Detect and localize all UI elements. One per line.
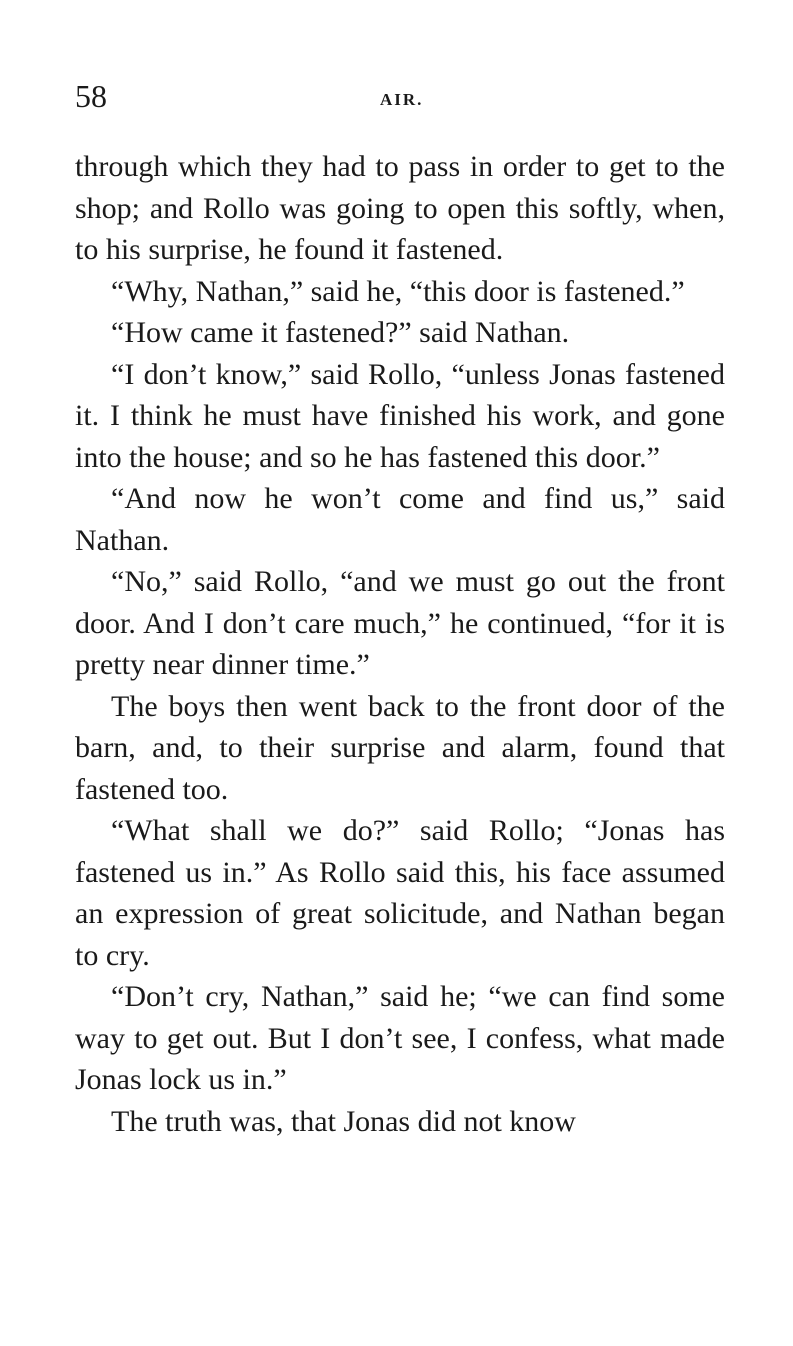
paragraph: “I don’t know,” said Rollo, “unless Jonas fastened it. I think he must have finished his work, and gone into the house; and so he has fastened this door.” [75, 357, 725, 474]
paragraph: “How came it fastened?” said Nathan. [111, 316, 570, 349]
paragraph: “Don’t cry, Nathan,” said he; “we can find some way to get out. But I don’t see, I confess, what made Jonas lock us in.” [75, 980, 725, 1096]
paragraph: The boys then went back to the front door of the barn, and, to their surprise and alarm, found that fastened too. [75, 689, 725, 806]
body-text [75, 146, 725, 1142]
paragraph: “Why, Nathan,” said he, “this door is fastened.” [111, 274, 685, 308]
paragraph: “And now he won’t come and find us,” said Nathan. [75, 482, 725, 557]
paragraph: “What shall we do?” said Rollo; “Jonas has fastened us in.” As Rollo said this, his face assumed an expression of great solicitude, and Nathan began to cry. [75, 814, 725, 972]
paragraph: The truth was, that Jonas did not know [111, 1104, 576, 1138]
paragraph: “No,” said Rollo, “and we must go out the front door. And I don’t care much,” he continued, “for it is pretty near dinner time.” [75, 565, 725, 681]
running-head: AIR. [380, 90, 424, 109]
page-number: 58 [75, 78, 107, 114]
paragraph: through which they had to pass in order to get to the shop; and Rollo was going to open this softly, when, to his surprise, he found it fastened. [75, 150, 725, 266]
page-header [75, 76, 725, 120]
